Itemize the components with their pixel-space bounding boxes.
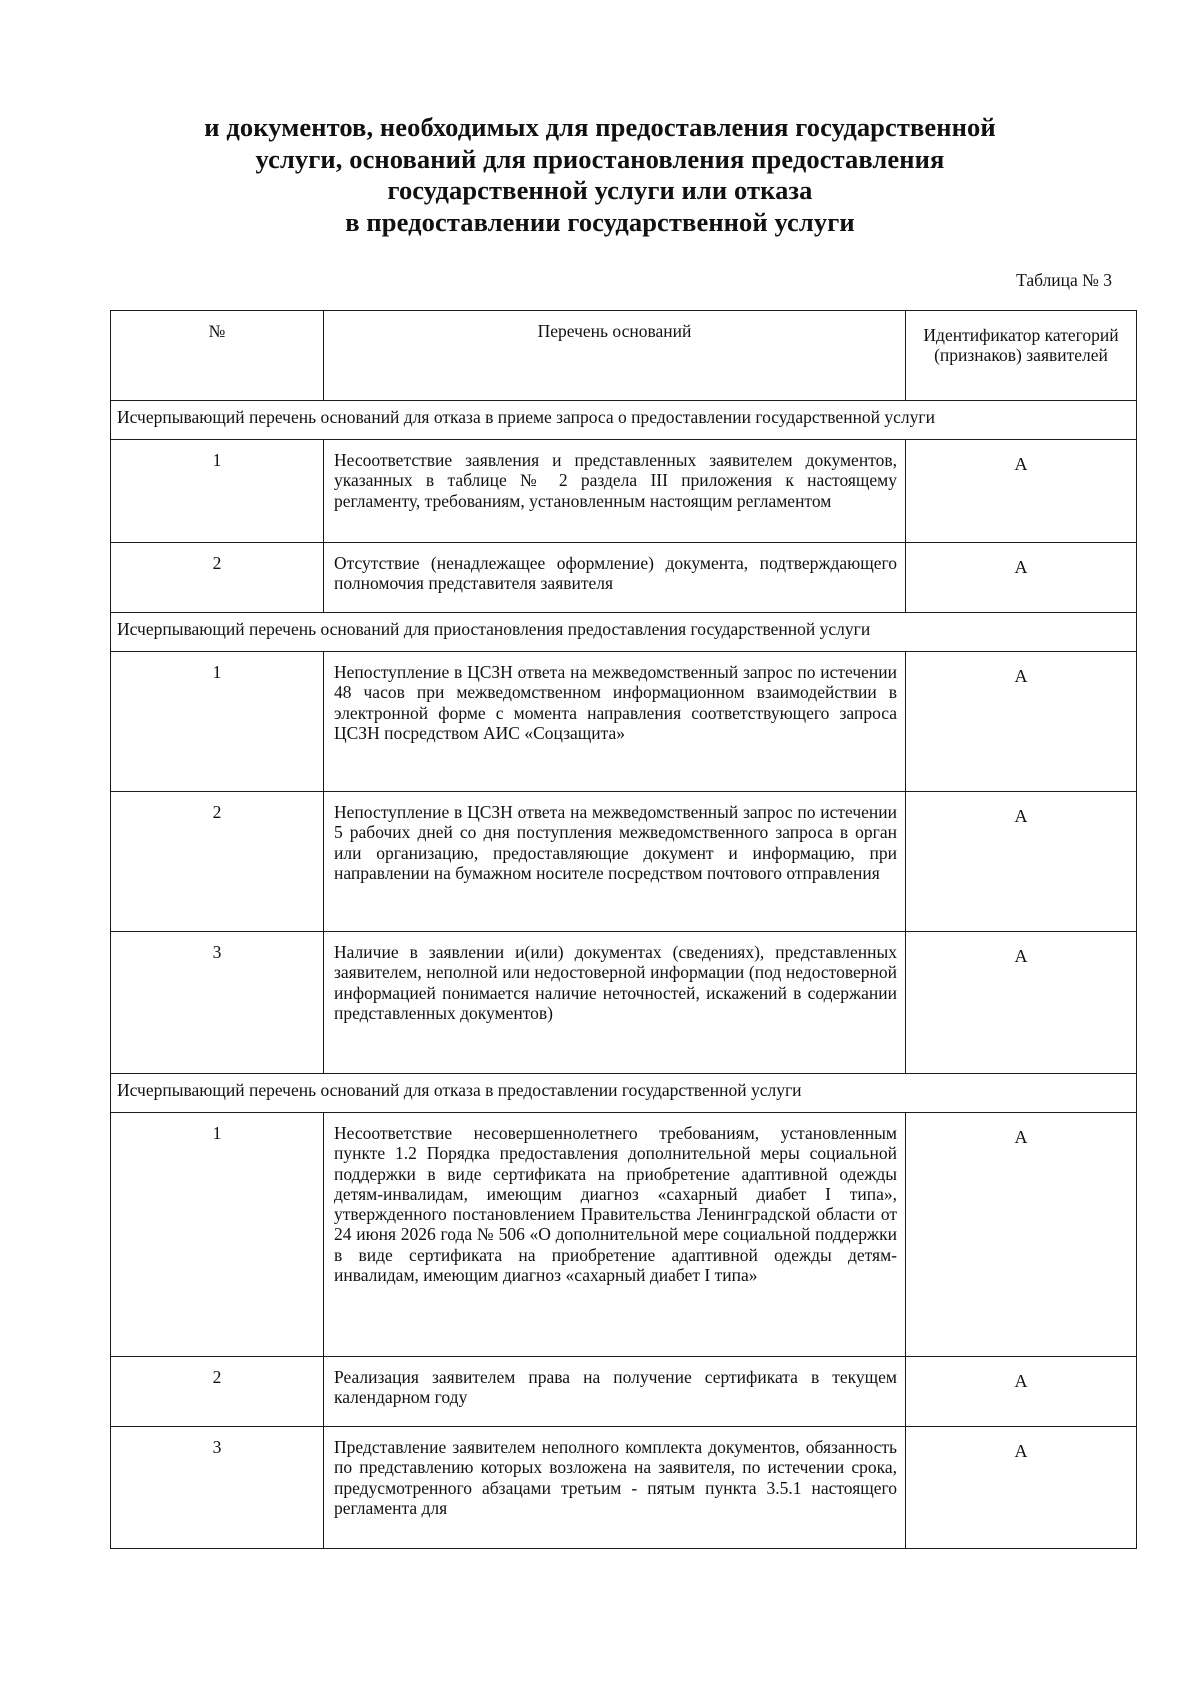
row-category: А	[906, 932, 1137, 1074]
section-title: Исчерпывающий перечень оснований для отказа в предоставлении государственной услуги	[111, 1074, 1137, 1113]
table-row	[111, 932, 1137, 1074]
row-number: 3	[111, 1427, 324, 1549]
table-row	[111, 792, 1137, 932]
document-title	[150, 112, 1050, 238]
section-row	[111, 401, 1137, 440]
section-row	[111, 613, 1137, 652]
row-text: Несоответствие заявления и представленных заявителем документов, указанных в таблице № 2 раздела III приложения к настоящему регламенту, требованиям, установленным настоящим регламентом	[324, 440, 906, 543]
table-label: Таблица № 3	[1016, 270, 1112, 290]
row-number: 2	[111, 792, 324, 932]
row-text: Отсутствие (ненадлежащее оформление) документа, подтверждающего полномочия представителя заявителя	[324, 543, 906, 613]
row-category: А	[906, 652, 1137, 792]
title-line-1: и документов, необходимых для предоставления государственной	[204, 112, 996, 142]
row-text: Наличие в заявлении и(или) документах (сведениях), представленных заявителем, неполной или недостоверной информации (под недостоверной информацией понимается наличие неточностей, искажений в содержании представленных документов)	[324, 932, 906, 1074]
table-row	[111, 1113, 1137, 1357]
row-category: А	[906, 1357, 1137, 1427]
row-category: А	[906, 543, 1137, 613]
row-text: Представление заявителем неполного комплекта документов, обязанность по представлению которых возложена на заявителя, по истечении срока, предусмотренного абзацами третьим - пятым пункта 3.5.1 настоящего регламента для	[324, 1427, 906, 1549]
table-row	[111, 1427, 1137, 1549]
table-row	[111, 543, 1137, 613]
section-title: Исчерпывающий перечень оснований для приостановления предоставления государственной услуги	[111, 613, 1137, 652]
title-line-3: государственной услуги или отказа	[387, 175, 813, 205]
table-row	[111, 652, 1137, 792]
header-num: №	[111, 311, 324, 401]
row-category: А	[906, 792, 1137, 932]
table-row	[111, 440, 1137, 543]
row-number: 2	[111, 1357, 324, 1427]
row-text: Несоответствие несовершеннолетнего требованиям, установленным пункте 1.2 Порядка предоставления дополнительной меры социальной поддержки в виде сертификата на приобретение адаптивной одежды детям-инвалидам, имеющим диагноз «сахарный диабет I типа», утвержденного постановлением Правительства Ленинградской области от 24 июня 2026 года № 506 «О дополнительной мере социальной поддержки в виде сертификата на приобретение адаптивной одежды детям-инвалидам, имеющим диагноз «сахарный диабет I типа»	[324, 1113, 906, 1357]
header-category: Идентификатор категорий (признаков) заявителей	[906, 311, 1137, 401]
row-category: А	[906, 1113, 1137, 1357]
row-number: 1	[111, 652, 324, 792]
row-text: Непоступление в ЦСЗН ответа на межведомственный запрос по истечении 5 рабочих дней со дня поступления межведомственного запроса в орган или организацию, предоставляющие документ и информацию, при направлении на бумажном носителе посредством почтового отправления	[324, 792, 906, 932]
row-category: А	[906, 440, 1137, 543]
table-header-row	[111, 311, 1137, 401]
row-number: 2	[111, 543, 324, 613]
section-row	[111, 1074, 1137, 1113]
row-number: 1	[111, 440, 324, 543]
row-text: Непоступление в ЦСЗН ответа на межведомственный запрос по истечении 48 часов при межведомственном информационном взаимодействии в электронной форме с момента направления соответствующего запроса ЦСЗН посредством АИС «Соцзащита»	[324, 652, 906, 792]
row-number: 1	[111, 1113, 324, 1357]
row-category: А	[906, 1427, 1137, 1549]
table-row	[111, 1357, 1137, 1427]
header-reasons: Перечень оснований	[324, 311, 906, 401]
row-number: 3	[111, 932, 324, 1074]
title-line-4: в предоставлении государственной услуги	[345, 206, 855, 237]
title-line-2: услуги, оснований для приостановления предоставления	[255, 143, 945, 174]
section-title: Исчерпывающий перечень оснований для отказа в приеме запроса о предоставлении государственной услуги	[111, 401, 1137, 440]
grounds-table	[110, 310, 1137, 1549]
row-text: Реализация заявителем права на получение сертификата в текущем календарном году	[324, 1357, 906, 1427]
